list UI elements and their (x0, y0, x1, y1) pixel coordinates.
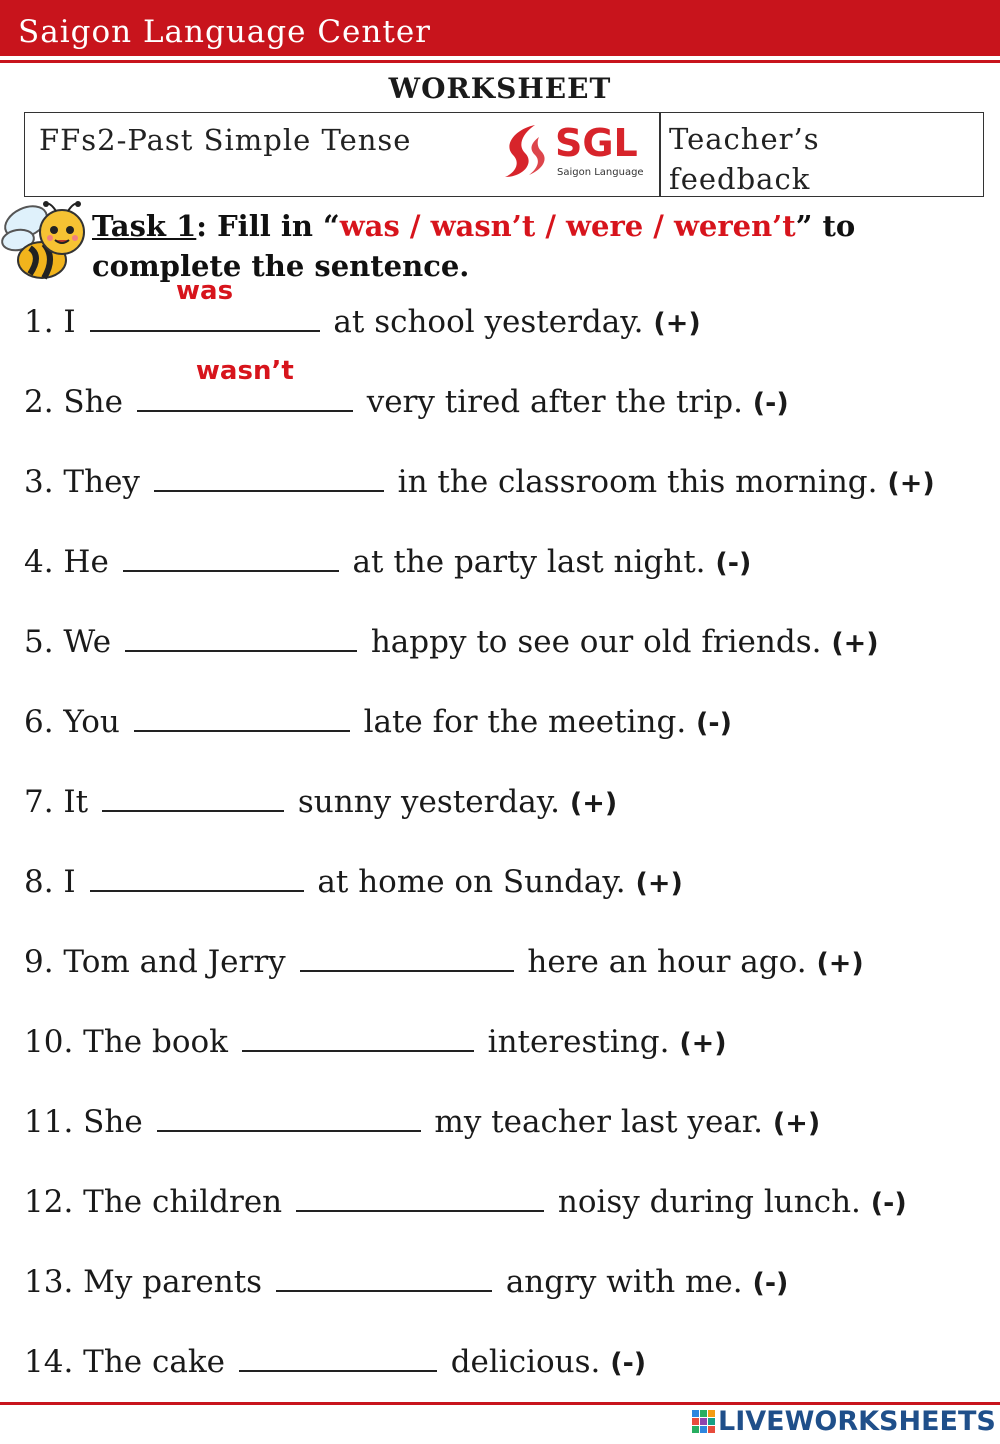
answer-blank[interactable] (90, 276, 320, 332)
question-sign: (+) (679, 1028, 727, 1059)
question-subject: 5. We (24, 624, 112, 660)
question-subject: 2. She (24, 384, 123, 420)
question-sign: (-) (696, 708, 732, 739)
question-row (24, 704, 732, 740)
question-predicate: at the party last night. (352, 544, 706, 580)
teacher-feedback-label: Teacher’s feedback (669, 122, 820, 196)
info-table (24, 112, 984, 197)
question-row (24, 276, 701, 340)
worksheet-title: WORKSHEET (388, 72, 612, 105)
question-sign: (+) (831, 628, 879, 659)
question-subject: 8. I (24, 864, 76, 900)
question-predicate: delicious. (450, 1344, 601, 1380)
answer-blank[interactable] (137, 356, 353, 412)
question-row (24, 464, 935, 500)
question-row (24, 1264, 788, 1300)
question-sign: (+) (635, 868, 683, 899)
answer-blank[interactable] (134, 708, 350, 732)
question-sign: (-) (870, 1188, 907, 1219)
question-predicate: happy to see our old friends. (370, 624, 822, 660)
question-subject: 3. They (24, 464, 140, 500)
question-subject: 1. I (24, 304, 76, 340)
answer-blank[interactable] (90, 868, 304, 892)
answer-blank[interactable] (296, 1188, 544, 1212)
task-rest: ” to complete the sentence. (92, 209, 856, 283)
table-divider (659, 113, 661, 196)
question-sign: (+) (653, 308, 701, 339)
question-row (24, 784, 617, 820)
question-sign: (+) (816, 948, 864, 979)
question-row (24, 1024, 727, 1060)
question-subject: 6. You (24, 704, 120, 740)
sgl-logo-icon (495, 119, 655, 183)
question-subject: 10. The book (24, 1024, 228, 1060)
question-subject: 9. Tom and Jerry (24, 944, 286, 980)
question-sign: (-) (752, 388, 789, 419)
question-predicate: in the classroom this morning. (397, 464, 878, 500)
answer-blank[interactable] (242, 1028, 474, 1052)
question-row (24, 944, 864, 980)
question-sign: (-) (752, 1268, 789, 1299)
answer-blank[interactable] (239, 1348, 437, 1372)
brand-name: Saigon Language Center (18, 14, 431, 50)
answer-blank[interactable] (300, 948, 514, 972)
task-label: Task 1 (92, 209, 197, 243)
answer-text: was (176, 276, 234, 306)
question-sign: (-) (610, 1348, 647, 1379)
question-predicate: sunny yesterday. (297, 784, 560, 820)
question-subject: 4. He (24, 544, 109, 580)
top-rule (0, 60, 1000, 63)
question-row (24, 1344, 646, 1380)
question-subject: 11. She (24, 1104, 143, 1140)
question-subject: 12. The children (24, 1184, 283, 1220)
question-subject: 13. My parents (24, 1264, 263, 1300)
task-intro: : Fill in “ (196, 209, 340, 243)
question-row (24, 864, 683, 900)
task-options: was / wasn’t / were / weren’t (339, 209, 796, 243)
top-banner (0, 0, 1000, 56)
question-row (24, 356, 789, 420)
logo-swoosh-icon (495, 119, 555, 183)
answer-blank[interactable] (102, 788, 284, 812)
question-subject: 14. The cake (24, 1344, 225, 1380)
liveworksheets-icon (692, 1410, 716, 1434)
question-predicate: noisy during lunch. (557, 1184, 861, 1220)
logo-text: SGL (555, 121, 638, 165)
question-row (24, 1104, 820, 1140)
question-predicate: interesting. (487, 1024, 670, 1060)
question-predicate: at home on Sunday. (317, 864, 626, 900)
question-predicate: very tired after the trip. (366, 384, 743, 420)
question-predicate: angry with me. (505, 1264, 743, 1300)
answer-blank[interactable] (276, 1268, 492, 1292)
logo-subtext: Saigon Language (557, 167, 644, 178)
question-predicate: here an hour ago. (527, 944, 807, 980)
answer-blank[interactable] (125, 628, 357, 652)
question-predicate: at school yesterday. (333, 304, 644, 340)
bee-icon (0, 198, 90, 284)
question-row (24, 544, 751, 580)
question-row (24, 1184, 907, 1220)
question-sign: (+) (569, 788, 618, 819)
answer-blank[interactable] (154, 468, 384, 492)
question-subject: 7. It (24, 784, 89, 820)
answer-blank[interactable] (123, 548, 339, 572)
task-instruction (92, 206, 982, 286)
footer-brand-text: LIVEWORKSHEETS (718, 1406, 996, 1437)
question-sign: (+) (887, 468, 935, 499)
course-name: FFs2-Past Simple Tense (39, 123, 412, 157)
footer-brand (692, 1404, 996, 1440)
question-sign: (+) (772, 1108, 821, 1139)
answer-text: wasn’t (195, 356, 294, 386)
question-predicate: late for the meeting. (363, 704, 687, 740)
answer-blank[interactable] (157, 1108, 421, 1132)
question-sign: (-) (715, 548, 752, 579)
question-row (24, 624, 879, 660)
question-predicate: my teacher last year. (434, 1104, 764, 1140)
